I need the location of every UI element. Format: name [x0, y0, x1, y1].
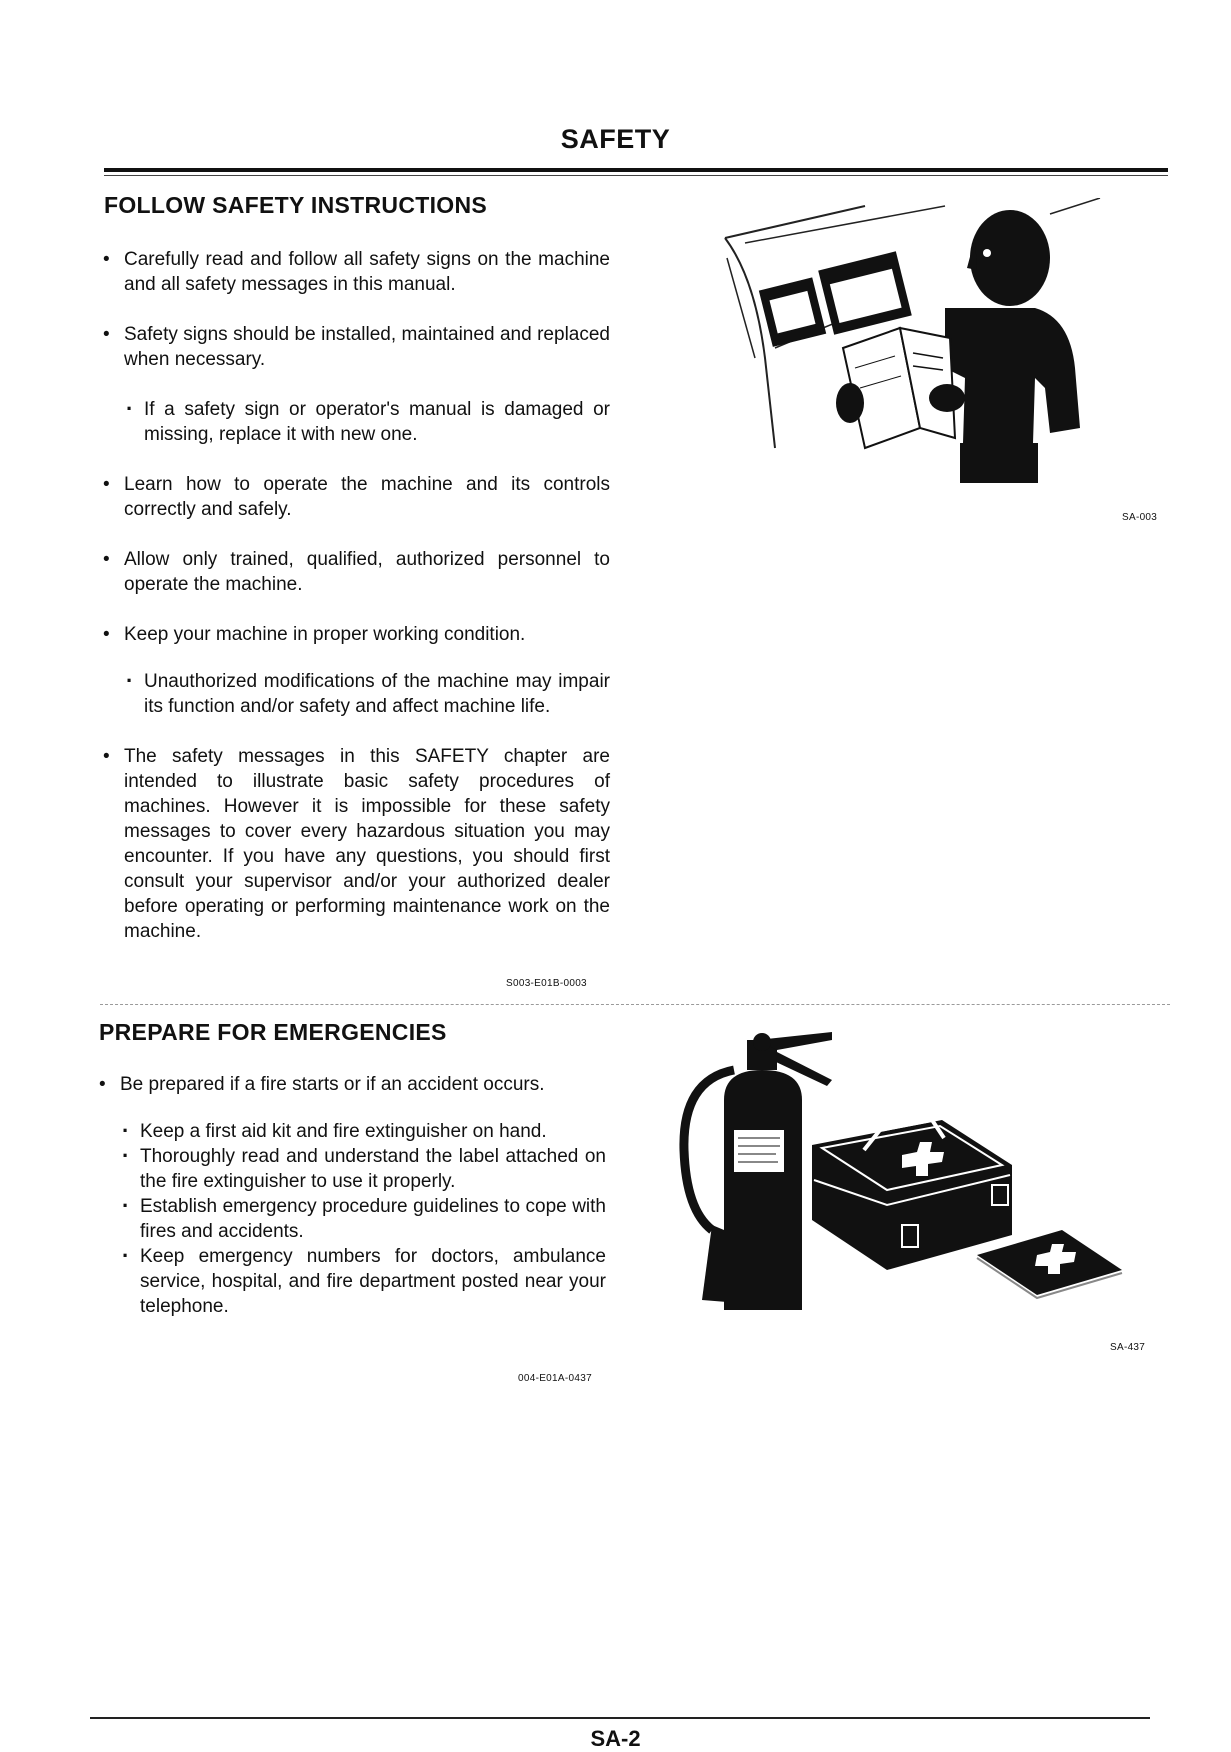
section-heading-follow-safety: FOLLOW SAFETY INSTRUCTIONS: [104, 192, 488, 218]
page-title: SAFETY: [560, 124, 671, 154]
reference-code: 004-E01A-0437: [518, 1373, 592, 1384]
header-rule: [104, 168, 1168, 172]
bullet-item: • Learn how to operate the machine and its controls correctly and safely.: [100, 472, 610, 522]
sub-bullet-item: · Unauthorized modifications of the machine may impair its function and/or safety and affect machine life.: [100, 669, 610, 719]
sub-bullet-item: · Thoroughly read and understand the label attached on the fire extinguisher to use it properly.: [96, 1144, 606, 1194]
reading-manual-illustration: [715, 198, 1125, 498]
footer-rule: [90, 1717, 1150, 1719]
section-separator: [100, 1004, 1170, 1005]
bullet-item: • Keep your machine in proper working condition.: [100, 622, 610, 647]
sub-bullet-item: · Keep a first aid kit and fire extinguisher on hand.: [96, 1119, 606, 1144]
sub-bullet-item: · Keep emergency numbers for doctors, ambulance service, hospital, and fire department posted near your telephone.: [96, 1244, 606, 1319]
page-number: SA-2: [590, 1726, 641, 1751]
reference-code: S003-E01B-0003: [506, 978, 587, 989]
bullet-item: • Allow only trained, qualified, authorized personnel to operate the machine.: [100, 547, 610, 597]
bullet-item: • Be prepared if a fire starts or if an accident occurs.: [96, 1072, 606, 1097]
header-rule-thin: [104, 175, 1168, 176]
figure-code: SA-003: [1122, 512, 1158, 523]
sub-bullet-item: · If a safety sign or operator's manual is damaged or missing, replace it with new one.: [100, 397, 610, 447]
sub-bullet-item: · Establish emergency procedure guidelines to cope with fires and accidents.: [96, 1194, 606, 1244]
bullet-item: • Safety signs should be installed, maintained and replaced when necessary.: [100, 322, 610, 372]
fire-extinguisher-first-aid-illustration: [672, 1030, 1132, 1310]
figure-code: SA-437: [1110, 1342, 1146, 1353]
bullet-item: • The safety messages in this SAFETY chapter are intended to illustrate basic safety procedures of machines. However it is impossible for these safety messages to cover every hazardous situation you may encounter. If you have any questions, you should first consult your supervisor and/or your authorized dealer before operating or performing maintenance work on the machine.: [100, 744, 610, 944]
section2-body: [96, 1072, 606, 1319]
bullet-item: • Carefully read and follow all safety signs on the machine and all safety messages in this manual.: [100, 247, 610, 297]
section1-body: [100, 247, 610, 944]
section-heading-prepare-emergencies: PREPARE FOR EMERGENCIES: [99, 1019, 447, 1045]
